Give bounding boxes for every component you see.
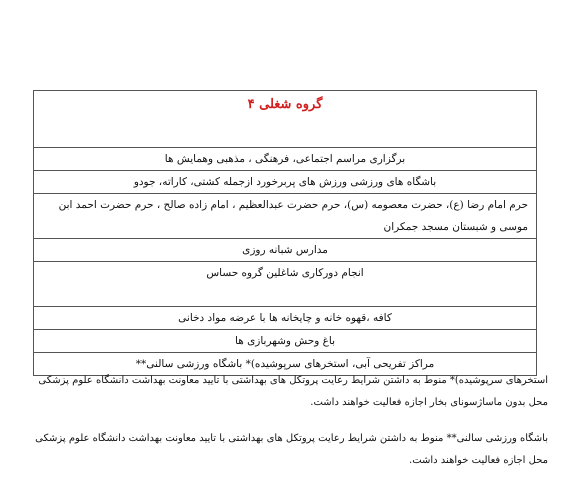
- table-row: [34, 330, 537, 353]
- footnote-indoor-gyms: باشگاه ورزشی سالنی** منوط به داشتن شرایط رعایت پروتکل های بهداشتی با تایید معاونت بهداشت دانشگاه علوم پزشکی محل اجازه فعالیت خواهند داشت.: [35, 433, 548, 466]
- table-cell: مدارس شبانه روزی: [34, 239, 537, 262]
- job-group-table: [33, 90, 537, 376]
- table-cell: کافه ،قهوه خانه و چایخانه ها با عرضه مواد دخانی: [34, 307, 537, 330]
- table-cell: مراکز تفریحی آبی، استخرهای سرپوشیده)* باشگاه ورزشی سالنی**: [34, 353, 537, 376]
- table-cell: برگزاری مراسم اجتماعی، فرهنگی ، مذهبی وهمایش ها: [34, 148, 537, 171]
- table-cell: باغ وحش وشهربازی ها: [34, 330, 537, 353]
- table-cell: انجام دورکاری شاغلین گروه حساس: [34, 262, 537, 307]
- table-cell: حرم امام رضا (ع)، حضرت معصومه (س)، حرم حضرت عبدالعظیم ، امام زاده صالح ، حرم حضرت احمد ابن موسی و شبستان مسجد جمکران: [34, 194, 537, 239]
- table-row: [34, 194, 537, 239]
- table-title-row: [34, 91, 537, 148]
- table-cell: باشگاه های ورزشی ورزش های پربرخورد ازجمله کشتی، کاراته، جودو: [34, 171, 537, 194]
- table-title: گروه شغلی ۴: [34, 91, 537, 148]
- table-row: [34, 262, 537, 307]
- footnote-indoor-pools: استخرهای سرپوشیده)* منوط به داشتن شرایط رعایت پروتکل های بهداشتی با تایید معاونت بهداشت دانشگاه علوم پزشکی محل بدون ماساژسونای بخار اجازه فعالیت خواهند داشت.: [38, 375, 548, 408]
- table-row: [34, 307, 537, 330]
- table-row: [34, 171, 537, 194]
- table-row: [34, 239, 537, 262]
- table-row: [34, 148, 537, 171]
